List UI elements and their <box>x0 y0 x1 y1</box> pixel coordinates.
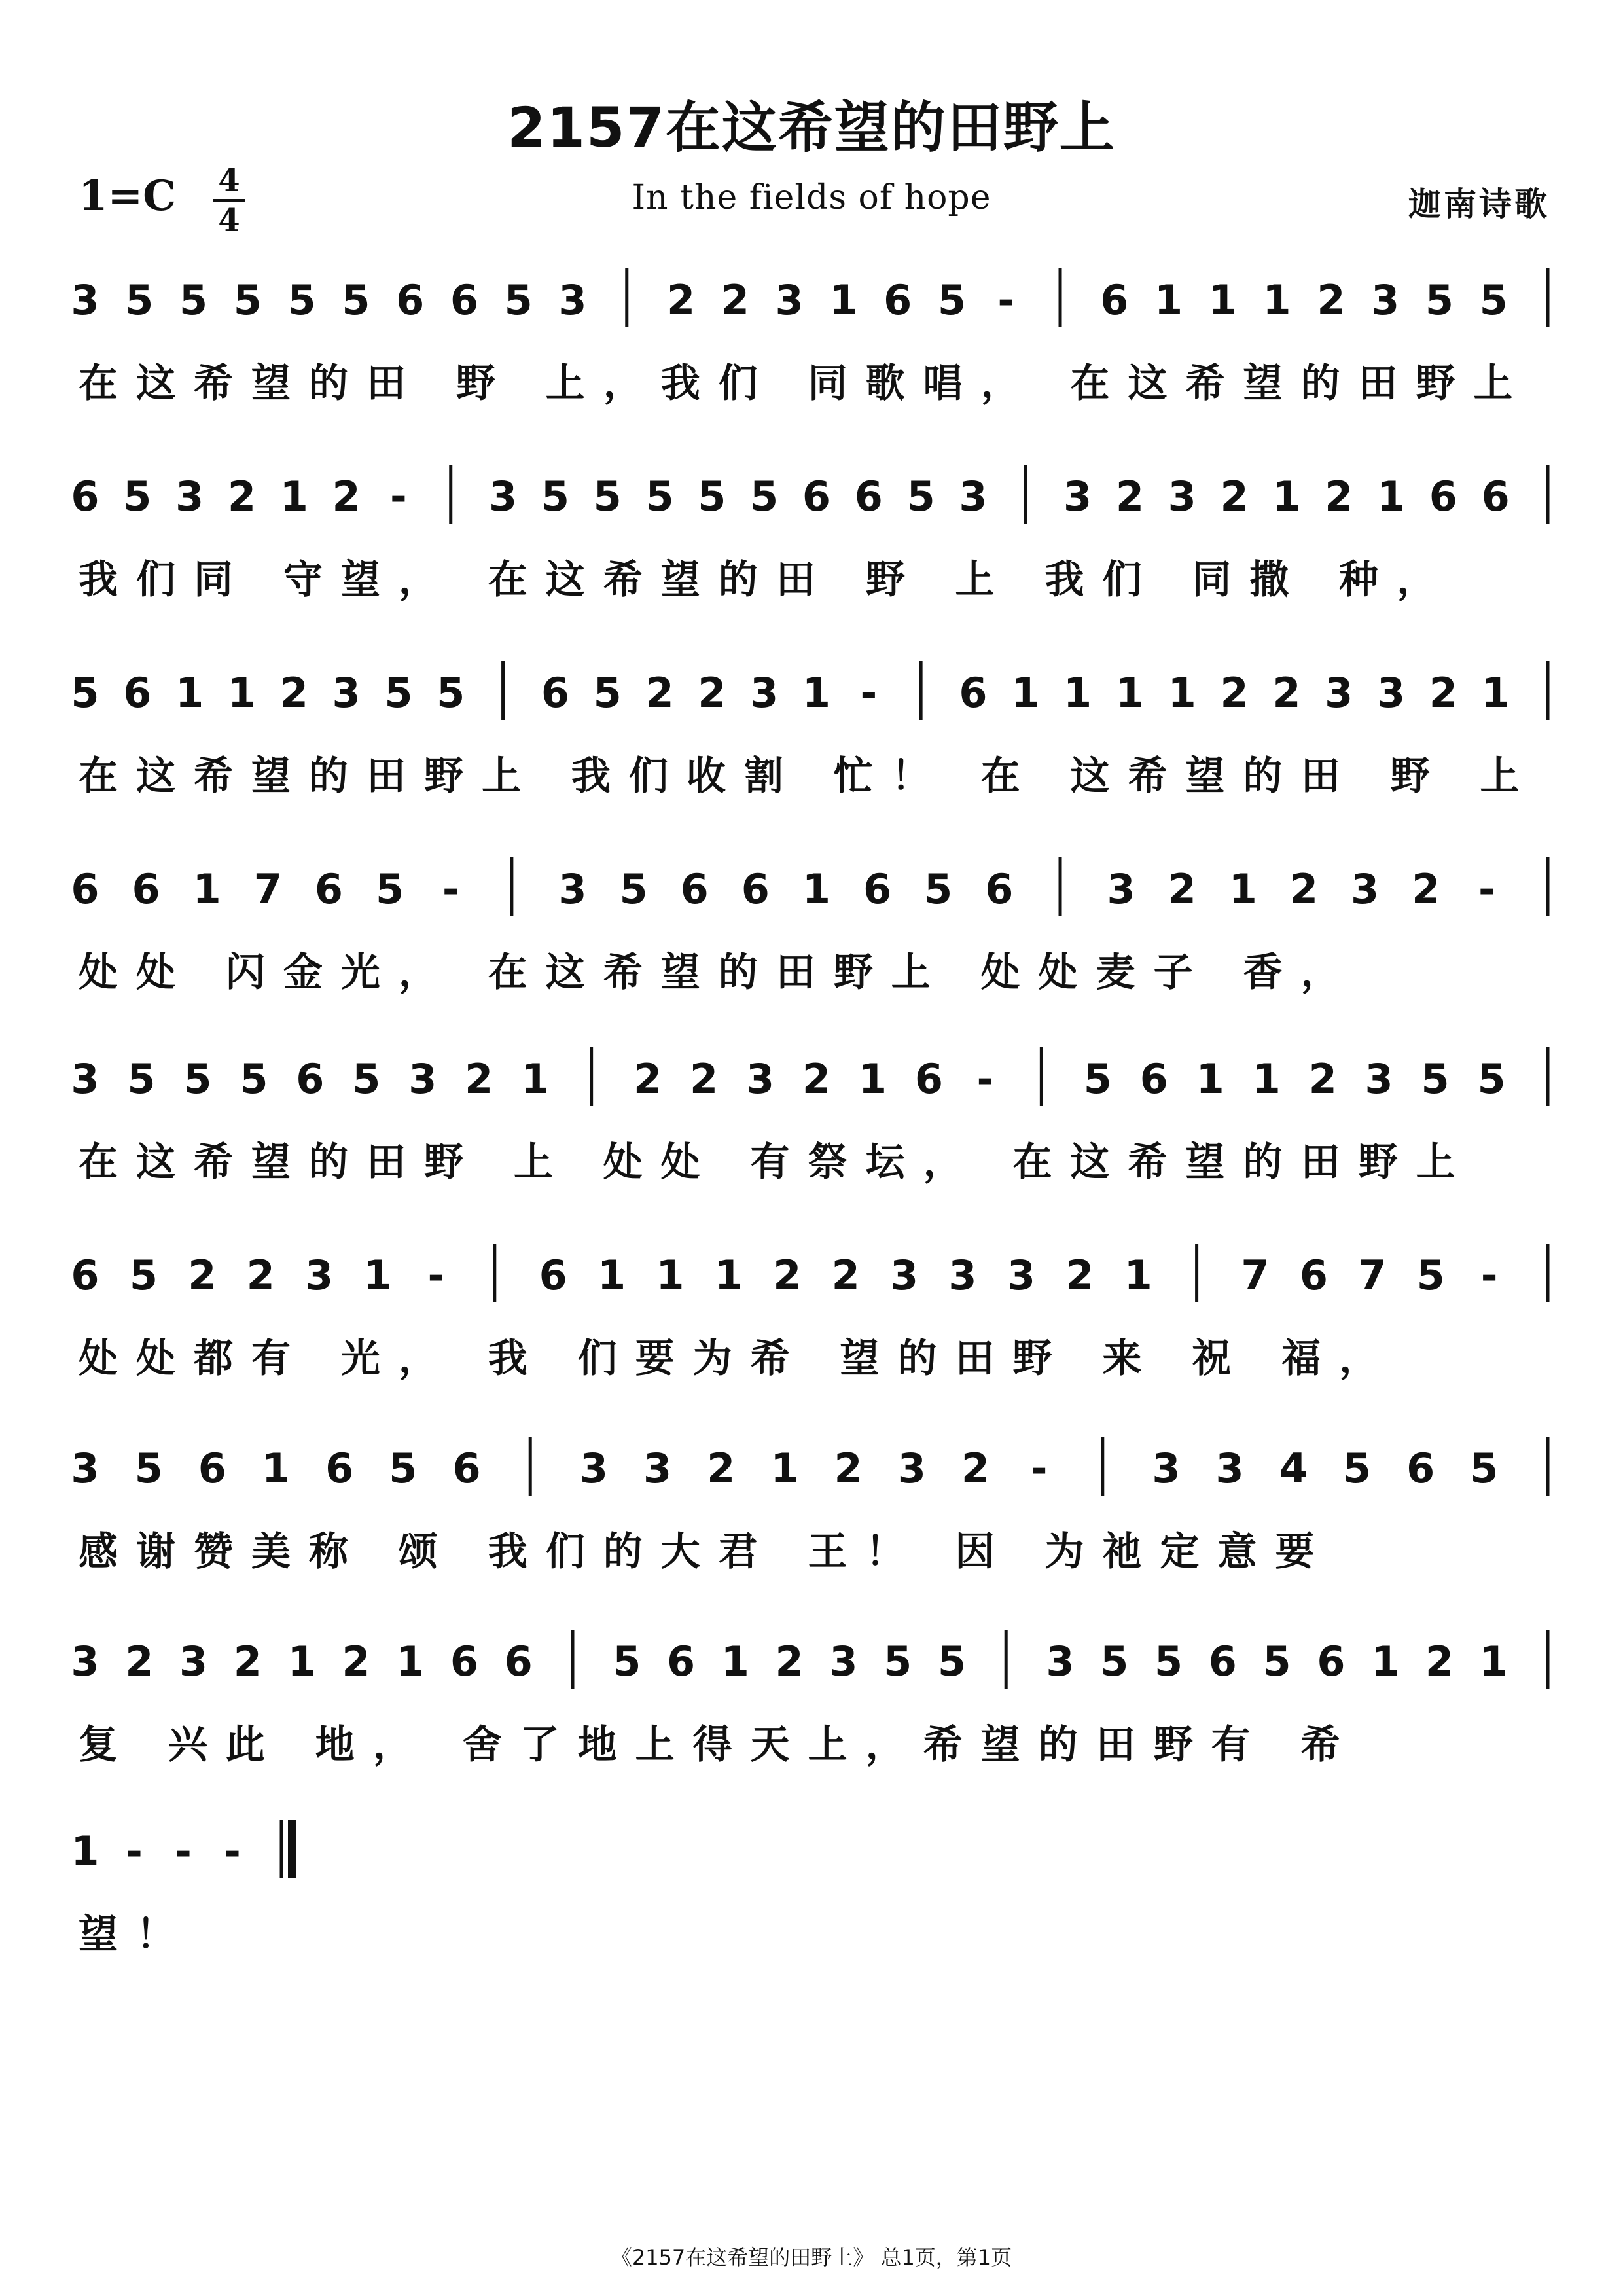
note: 2 <box>1325 473 1353 520</box>
note: 3 <box>1168 473 1196 520</box>
notation-line <box>0 1041 1623 1139</box>
note: 3 <box>1325 669 1353 717</box>
note: 6 <box>198 1444 226 1492</box>
note: 2 <box>1308 1055 1337 1103</box>
note: 5 <box>1477 1055 1506 1103</box>
dash-note: - <box>1480 1251 1498 1299</box>
note: 6 <box>396 276 425 324</box>
note: 2 <box>1429 669 1457 717</box>
note: 2 <box>1065 1251 1094 1299</box>
note: 6 <box>452 1444 481 1492</box>
note: 2 <box>831 1251 860 1299</box>
lyric-line: 处处都有 光， 我 们要为希 望的田野 来 祝 福， <box>79 1336 1397 1382</box>
note: 3 <box>1107 865 1135 913</box>
note: 2 <box>227 473 257 520</box>
note: 5 <box>240 1055 268 1103</box>
note: 4 <box>1279 1444 1308 1492</box>
dash-note: - <box>860 669 878 717</box>
note: 5 <box>1083 1055 1112 1103</box>
note: 3 <box>745 1055 775 1103</box>
dash-note: - <box>390 473 407 520</box>
note: 2 <box>342 1638 370 1685</box>
note: 2 <box>332 473 361 520</box>
note: 3 <box>175 473 204 520</box>
note: 1 <box>1228 865 1257 913</box>
note: 5 <box>233 276 262 324</box>
note: 6 <box>296 1055 325 1103</box>
notation-line <box>0 1237 1623 1335</box>
note: 2 <box>773 1251 802 1299</box>
note: 5 <box>384 669 413 717</box>
note: 2 <box>279 669 308 717</box>
note: 5 <box>287 276 316 324</box>
dash-note: - <box>224 1827 241 1875</box>
note: 3 <box>643 1444 672 1492</box>
note: 5 <box>183 1055 212 1103</box>
note: 2 <box>666 276 696 324</box>
note: 6 <box>314 865 344 913</box>
lyric-line: 望！ <box>79 1912 194 1958</box>
note: 5 <box>1100 1638 1129 1685</box>
note: 1 <box>521 1055 550 1103</box>
note: 1 <box>1272 473 1301 520</box>
note: 6 <box>1299 1251 1328 1299</box>
note: 1 <box>714 1251 743 1299</box>
note: 2 <box>1220 669 1249 717</box>
note: 3 <box>890 1251 919 1299</box>
note: 3 <box>71 1638 99 1685</box>
note: 3 <box>1364 1055 1393 1103</box>
page-footer: 《2157在这希望的田野上》 总1页，第1页 <box>611 2245 1012 2270</box>
score-system <box>0 655 1623 838</box>
note: 1 <box>1115 669 1144 717</box>
note: 5 <box>593 473 622 520</box>
note: 3 <box>558 276 587 324</box>
note: 1 <box>261 1444 291 1492</box>
note: 6 <box>959 669 988 717</box>
note: 3 <box>71 1055 99 1103</box>
note: 6 <box>741 865 770 913</box>
notation-line <box>0 655 1623 753</box>
lyric-line: 我们同 守望， 在这希望的田 野 上 我们 同撒 种， <box>79 557 1455 603</box>
note: 5 <box>1479 276 1508 324</box>
note: 7 <box>1241 1251 1270 1299</box>
note: 3 <box>1351 865 1380 913</box>
note: 1 <box>1124 1251 1152 1299</box>
note: 5 <box>1470 1444 1499 1492</box>
note: 5 <box>127 1055 156 1103</box>
note: 1 <box>829 276 858 324</box>
note: 1 <box>1479 1638 1508 1685</box>
note: 3 <box>1152 1444 1181 1492</box>
note: 2 <box>707 1444 736 1492</box>
notation-line <box>0 1813 1623 1911</box>
note: 6 <box>71 865 99 913</box>
note: 6 <box>802 473 831 520</box>
note: 3 <box>829 1638 858 1685</box>
note: 1 <box>802 865 831 913</box>
note: 2 <box>690 1055 719 1103</box>
note: 6 <box>883 276 912 324</box>
note: 5 <box>750 473 779 520</box>
note: 1 <box>858 1055 887 1103</box>
note: 5 <box>504 276 533 324</box>
note: 3 <box>558 865 587 913</box>
time-signature-bottom: 4 <box>218 202 240 239</box>
score-system <box>0 1430 1623 1613</box>
note: 6 <box>325 1444 354 1492</box>
note: 1 <box>1252 1055 1281 1103</box>
note: 5 <box>134 1444 163 1492</box>
note: 5 <box>376 865 404 913</box>
note: 5 <box>1342 1444 1372 1492</box>
note: 2 <box>125 1638 154 1685</box>
note: 5 <box>71 669 99 717</box>
note: 2 <box>1272 669 1301 717</box>
note: 5 <box>1262 1638 1291 1685</box>
note: 1 <box>770 1444 799 1492</box>
dash-note: - <box>1030 1444 1048 1492</box>
dash-note: - <box>976 1055 994 1103</box>
note: 1 <box>721 1638 749 1685</box>
lyric-line: 处处 闪金光， 在这希望的田野上 处处麦子 香， <box>79 950 1359 996</box>
note: 2 <box>721 276 749 324</box>
note: 3 <box>1376 669 1406 717</box>
note: 6 <box>666 1638 696 1685</box>
note: 6 <box>914 1055 943 1103</box>
note: 7 <box>1358 1251 1387 1299</box>
key-signature: 1=C <box>79 171 177 221</box>
note: 6 <box>450 276 479 324</box>
note: 3 <box>179 1638 208 1685</box>
dash-note: - <box>126 1827 143 1875</box>
note: 3 <box>1371 276 1400 324</box>
score-system <box>0 458 1623 641</box>
note: 6 <box>1481 473 1510 520</box>
note: 2 <box>633 1055 662 1103</box>
note: 5 <box>906 473 935 520</box>
note: 3 <box>1215 1444 1244 1492</box>
note: 2 <box>1220 473 1249 520</box>
note: 6 <box>1208 1638 1237 1685</box>
note: 3 <box>489 473 518 520</box>
note: 1 <box>1063 669 1092 717</box>
note: 5 <box>698 473 726 520</box>
note: 1 <box>192 865 221 913</box>
dash-note: - <box>997 276 1015 324</box>
note: 6 <box>863 865 892 913</box>
note: 3 <box>71 1444 99 1492</box>
note: 2 <box>1115 473 1144 520</box>
lyric-line: 感谢赞美称 颂 我们的大君 王！ 因 为祂定意要 <box>79 1529 1333 1575</box>
dash-note: - <box>442 865 459 913</box>
note: 5 <box>389 1444 418 1492</box>
note: 6 <box>132 865 160 913</box>
author: 迦南诗歌 <box>1408 185 1550 223</box>
note: 1 <box>71 1827 99 1875</box>
note: 3 <box>408 1055 437 1103</box>
note: 2 <box>1168 865 1196 913</box>
note: 3 <box>332 669 361 717</box>
note: 5 <box>1425 276 1454 324</box>
note: 1 <box>1196 1055 1224 1103</box>
note: 5 <box>613 1638 641 1685</box>
note: 6 <box>539 1251 567 1299</box>
note: 1 <box>1154 276 1183 324</box>
lyric-line: 在这希望的田 野 上，我们 同歌唱， 在这希望的田野上 <box>79 361 1531 406</box>
note: 5 <box>1421 1055 1450 1103</box>
note: 5 <box>437 669 465 717</box>
note: 5 <box>123 473 152 520</box>
note: 2 <box>188 1251 217 1299</box>
note: 3 <box>948 1251 977 1299</box>
note: 6 <box>541 669 569 717</box>
note: 5 <box>129 1251 158 1299</box>
score-system <box>0 1237 1623 1420</box>
note: 1 <box>1481 669 1510 717</box>
note: 2 <box>1425 1638 1454 1685</box>
note: 6 <box>1406 1444 1435 1492</box>
note: 5 <box>883 1638 912 1685</box>
note: 6 <box>450 1638 479 1685</box>
note: 5 <box>179 276 208 324</box>
english-subtitle: In the fields of hope <box>632 178 991 217</box>
note: 6 <box>1139 1055 1168 1103</box>
note: 3 <box>1046 1638 1075 1685</box>
note: 2 <box>246 1251 275 1299</box>
note: 2 <box>1412 865 1440 913</box>
note: 6 <box>1429 473 1457 520</box>
note: 2 <box>961 1444 990 1492</box>
score-system <box>0 851 1623 1034</box>
note: 5 <box>937 1638 967 1685</box>
note: 3 <box>897 1444 926 1492</box>
note: 1 <box>1262 276 1291 324</box>
dash-note: - <box>1478 865 1495 913</box>
note: 1 <box>1208 276 1237 324</box>
note: 2 <box>802 1055 831 1103</box>
note: 2 <box>233 1638 262 1685</box>
score-system <box>0 1813 1623 1996</box>
note: 1 <box>656 1251 685 1299</box>
note: 1 <box>287 1638 316 1685</box>
note: 1 <box>1376 473 1406 520</box>
note: 3 <box>305 1251 334 1299</box>
notation-line <box>0 1623 1623 1721</box>
note: 6 <box>504 1638 533 1685</box>
note: 5 <box>619 865 648 913</box>
note: 1 <box>802 669 831 717</box>
note: 1 <box>597 1251 626 1299</box>
note: 1 <box>227 669 257 717</box>
note: 6 <box>71 473 99 520</box>
note: 5 <box>342 276 370 324</box>
note: 3 <box>750 669 779 717</box>
note: 3 <box>1007 1251 1035 1299</box>
dash-note: - <box>427 1251 445 1299</box>
time-signature-top: 4 <box>218 162 240 199</box>
note: 5 <box>1416 1251 1445 1299</box>
note: 3 <box>959 473 988 520</box>
score-system <box>0 1041 1623 1224</box>
notation-line <box>0 458 1623 556</box>
note: 1 <box>279 473 308 520</box>
note: 1 <box>396 1638 425 1685</box>
note: 2 <box>775 1638 804 1685</box>
song-title: 2157在这希望的田野上 <box>507 96 1116 160</box>
note: 3 <box>71 276 99 324</box>
score-system <box>0 1623 1623 1806</box>
note: 7 <box>253 865 282 913</box>
note: 2 <box>1317 276 1346 324</box>
note: 2 <box>698 669 726 717</box>
note: 6 <box>985 865 1014 913</box>
note: 6 <box>1100 276 1129 324</box>
note: 1 <box>1371 1638 1400 1685</box>
note: 5 <box>924 865 953 913</box>
lyric-line: 在这希望的田野 上 处处 有祭坛， 在这希望的田野上 <box>79 1139 1474 1185</box>
notation-line <box>0 1430 1623 1528</box>
note: 6 <box>123 669 152 717</box>
note: 5 <box>1154 1638 1183 1685</box>
note: 1 <box>363 1251 392 1299</box>
dash-note: - <box>175 1827 192 1875</box>
note: 2 <box>834 1444 863 1492</box>
note: 5 <box>937 276 967 324</box>
note: 6 <box>680 865 709 913</box>
note: 1 <box>175 669 204 717</box>
note: 5 <box>645 473 674 520</box>
note: 3 <box>1063 473 1092 520</box>
note: 1 <box>1011 669 1040 717</box>
note: 1 <box>1168 669 1196 717</box>
notation-line <box>0 851 1623 949</box>
note: 3 <box>775 276 804 324</box>
note: 6 <box>1317 1638 1346 1685</box>
note: 2 <box>1289 865 1319 913</box>
note: 6 <box>71 1251 99 1299</box>
note: 5 <box>125 276 154 324</box>
note: 5 <box>593 669 622 717</box>
notation-line <box>0 262 1623 360</box>
lyric-line: 复 兴此 地， 舍了地上得天上，希望的田野有 希 <box>79 1722 1359 1768</box>
note: 3 <box>579 1444 608 1492</box>
note: 5 <box>541 473 569 520</box>
score-system <box>0 262 1623 445</box>
note: 2 <box>645 669 674 717</box>
note: 6 <box>854 473 883 520</box>
lyric-line: 在这希望的田野上 我们收割 忙！ 在 这希望的田 野 上 <box>79 753 1538 799</box>
note: 5 <box>352 1055 381 1103</box>
note: 2 <box>465 1055 493 1103</box>
